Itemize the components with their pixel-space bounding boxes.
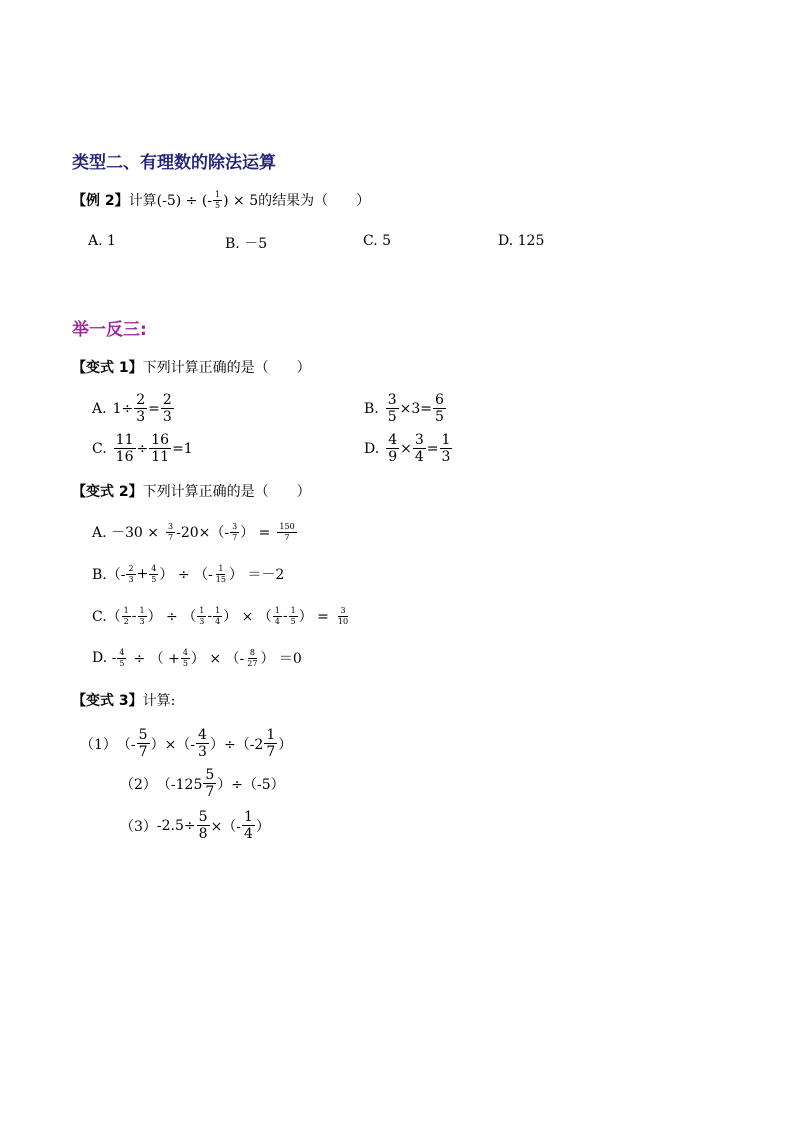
fraction: [196, 728, 209, 759]
numerator: 2: [162, 392, 172, 408]
math-text: ） ＝－2: [228, 567, 285, 583]
denominator: 10: [337, 616, 349, 626]
variant-2-option-c: [92, 606, 351, 626]
numerator: 1: [290, 605, 296, 615]
practice-title: 举一反三:: [72, 320, 147, 340]
math-text: =: [148, 400, 160, 417]
fraction: [181, 649, 190, 668]
numerator: 3: [232, 521, 238, 531]
denominator: 7: [266, 744, 276, 760]
variant-3-problem-2: [120, 768, 285, 799]
fraction: [386, 433, 399, 464]
numerator: 1: [266, 727, 276, 743]
math-text: ） × （-: [190, 651, 245, 667]
numerator: 1: [274, 605, 280, 615]
denominator: 3: [198, 744, 207, 760]
fraction: [149, 565, 158, 584]
fraction: [214, 565, 228, 584]
variant-3-stem: 计算:: [142, 693, 176, 709]
math-text: -: [207, 608, 213, 624]
math-text: ÷ （ +: [133, 651, 180, 667]
fraction: [264, 728, 277, 759]
variant-1-option-c: [92, 433, 193, 464]
variant-1-label: 【变式 1】: [72, 360, 143, 376]
math-text: =: [426, 440, 439, 457]
denominator: 3: [162, 409, 172, 425]
math-text: C.（: [92, 609, 121, 625]
denominator: 3: [128, 574, 134, 584]
fraction: [386, 393, 399, 424]
numerator: 1: [215, 605, 221, 615]
fraction: [213, 607, 222, 626]
denominator: 3: [441, 449, 451, 465]
math-text: C.: [92, 440, 107, 457]
fraction: [433, 393, 446, 424]
denominator: 3: [136, 409, 146, 425]
fraction: [213, 191, 222, 210]
fraction: [161, 393, 174, 424]
variant-2-stem: 下列计算正确的是（ ）: [142, 484, 311, 500]
numerator: 1: [244, 809, 253, 825]
denominator: 16: [115, 449, 134, 465]
variant-1-option-b: [364, 393, 447, 424]
denominator: 5: [182, 658, 188, 668]
math-text: ）÷（-5）: [217, 776, 285, 793]
denominator: 11: [151, 449, 170, 465]
math-text: ×3=: [399, 400, 433, 417]
numerator: 3: [340, 605, 346, 615]
denominator: 4: [274, 616, 280, 626]
math-text: A.: [92, 400, 107, 417]
math-text: -: [131, 608, 137, 624]
fraction: [197, 810, 210, 841]
example-2-option-d: D. 125: [498, 233, 545, 249]
variant-2-option-d: [92, 648, 302, 668]
numerator: 8: [249, 647, 255, 657]
math-text: ） × （: [223, 609, 272, 625]
numerator: 5: [205, 767, 215, 783]
denominator: 5: [215, 200, 221, 210]
fraction: [277, 523, 296, 542]
denominator: 3: [199, 616, 205, 626]
variant-1-question: [72, 357, 311, 377]
fraction: [413, 433, 426, 464]
denominator: 4: [244, 826, 253, 842]
numerator: 150: [279, 521, 295, 531]
denominator: 5: [151, 574, 157, 584]
denominator: 15: [215, 574, 226, 584]
fraction: [122, 607, 131, 626]
denominator: 5: [290, 616, 296, 626]
numerator: 3: [414, 432, 424, 448]
fraction: [440, 433, 453, 464]
math-text: ）: [278, 736, 293, 753]
denominator: 5: [119, 658, 125, 668]
example-2-option-c: C. 5: [363, 233, 392, 249]
fraction: [245, 649, 259, 668]
fraction: [138, 607, 147, 626]
variant-2-option-b: [92, 564, 284, 584]
numerator: 1: [123, 605, 129, 615]
section-title: 类型二、有理数的除法运算: [72, 153, 276, 173]
denominator: 9: [388, 449, 398, 465]
numerator: 6: [435, 392, 444, 408]
math-text: A. －30 ×: [92, 525, 160, 541]
numerator: 1: [441, 432, 451, 448]
math-text: ） =: [298, 609, 329, 625]
fraction: [166, 523, 175, 542]
denominator: 3: [139, 616, 145, 626]
denominator: 7: [284, 532, 290, 542]
numerator: 3: [168, 521, 174, 531]
math-text: ） ＝0: [260, 651, 302, 667]
denominator: 5: [387, 409, 397, 425]
fraction: [242, 810, 255, 841]
variant-1-stem: 下列计算正确的是（ ）: [142, 360, 311, 376]
math-text: （-: [116, 736, 136, 753]
example-2-option-b: B. －5: [225, 236, 268, 252]
math-text: ）×（-: [150, 736, 196, 753]
fraction: [137, 728, 150, 759]
numerator: 4: [388, 432, 398, 448]
fraction: [203, 768, 216, 799]
variant-2-option-a: [92, 522, 298, 542]
math-text: ×（-: [210, 818, 242, 835]
example-2-label: 【例 2】: [72, 193, 129, 209]
denominator: 4: [215, 616, 221, 626]
example-2-text-post: ) × 5的结果为（ ）: [223, 193, 371, 209]
fraction: [273, 607, 282, 626]
fraction: [134, 393, 147, 424]
variant-1-option-d: [364, 433, 453, 464]
numerator: 16: [151, 432, 170, 448]
denominator: 4: [414, 449, 424, 465]
variant-3-problem-3: [120, 810, 270, 841]
math-text: D.: [364, 440, 380, 457]
numerator: 4: [198, 727, 207, 743]
math-text: ） =: [240, 525, 271, 541]
math-text: （2）: [120, 776, 157, 793]
math-text: -2.5÷: [156, 817, 196, 834]
math-text: （-125: [156, 776, 203, 793]
math-text: D. -: [92, 650, 117, 666]
denominator: 8: [198, 826, 208, 842]
math-text: =1: [172, 440, 193, 457]
numerator: 5: [198, 809, 208, 825]
numerator: 2: [128, 563, 134, 573]
math-text: ） ÷ （: [147, 609, 197, 625]
numerator: 1: [215, 189, 221, 199]
numerator: 2: [136, 392, 146, 408]
variant-2-question: [72, 481, 311, 501]
math-text: ）÷（-2: [209, 736, 264, 753]
fraction: [336, 607, 350, 626]
denominator: 7: [232, 532, 238, 542]
fraction: [149, 433, 171, 464]
math-text: -: [282, 608, 288, 624]
fraction: [117, 649, 126, 668]
denominator: 5: [435, 409, 444, 425]
denominator: 7: [138, 744, 148, 760]
math-text: ） ÷ （-: [159, 567, 213, 583]
numerator: 1: [139, 605, 145, 615]
example-2-option-a: A. 1: [88, 233, 116, 249]
variant-3-question: [72, 690, 175, 710]
math-text: ÷: [136, 440, 149, 457]
math-text: 1÷: [112, 400, 134, 417]
numerator: 11: [115, 432, 134, 448]
denominator: 7: [205, 784, 215, 800]
fraction: [230, 523, 239, 542]
numerator: 4: [151, 563, 157, 573]
numerator: 4: [119, 647, 125, 657]
math-text: -20×（-: [176, 525, 230, 541]
numerator: 4: [182, 647, 188, 657]
numerator: 5: [138, 727, 148, 743]
variant-3-problem-1: [80, 728, 292, 759]
denominator: 2: [123, 616, 129, 626]
numerator: 1: [199, 605, 205, 615]
example-2-question: [72, 190, 370, 210]
math-text: （3）: [120, 818, 157, 835]
variant-3-label: 【变式 3】: [72, 693, 143, 709]
math-text: +: [136, 566, 149, 582]
variant-1-option-a: [92, 393, 175, 424]
fraction: [289, 607, 298, 626]
numerator: 1: [218, 563, 224, 573]
math-text: B.: [364, 400, 379, 417]
variant-2-label: 【变式 2】: [72, 484, 143, 500]
math-text: ×: [400, 440, 412, 457]
math-text: B.（-: [92, 567, 126, 583]
fraction: [197, 607, 206, 626]
fraction: [114, 433, 136, 464]
example-2-text-pre: 计算(-5) ÷ (-: [128, 193, 213, 209]
denominator: 27: [247, 658, 258, 668]
denominator: 7: [168, 532, 174, 542]
math-text: ）: [255, 818, 270, 835]
numerator: 3: [387, 392, 397, 408]
math-text: （1）: [80, 736, 117, 753]
fraction: [126, 565, 135, 584]
